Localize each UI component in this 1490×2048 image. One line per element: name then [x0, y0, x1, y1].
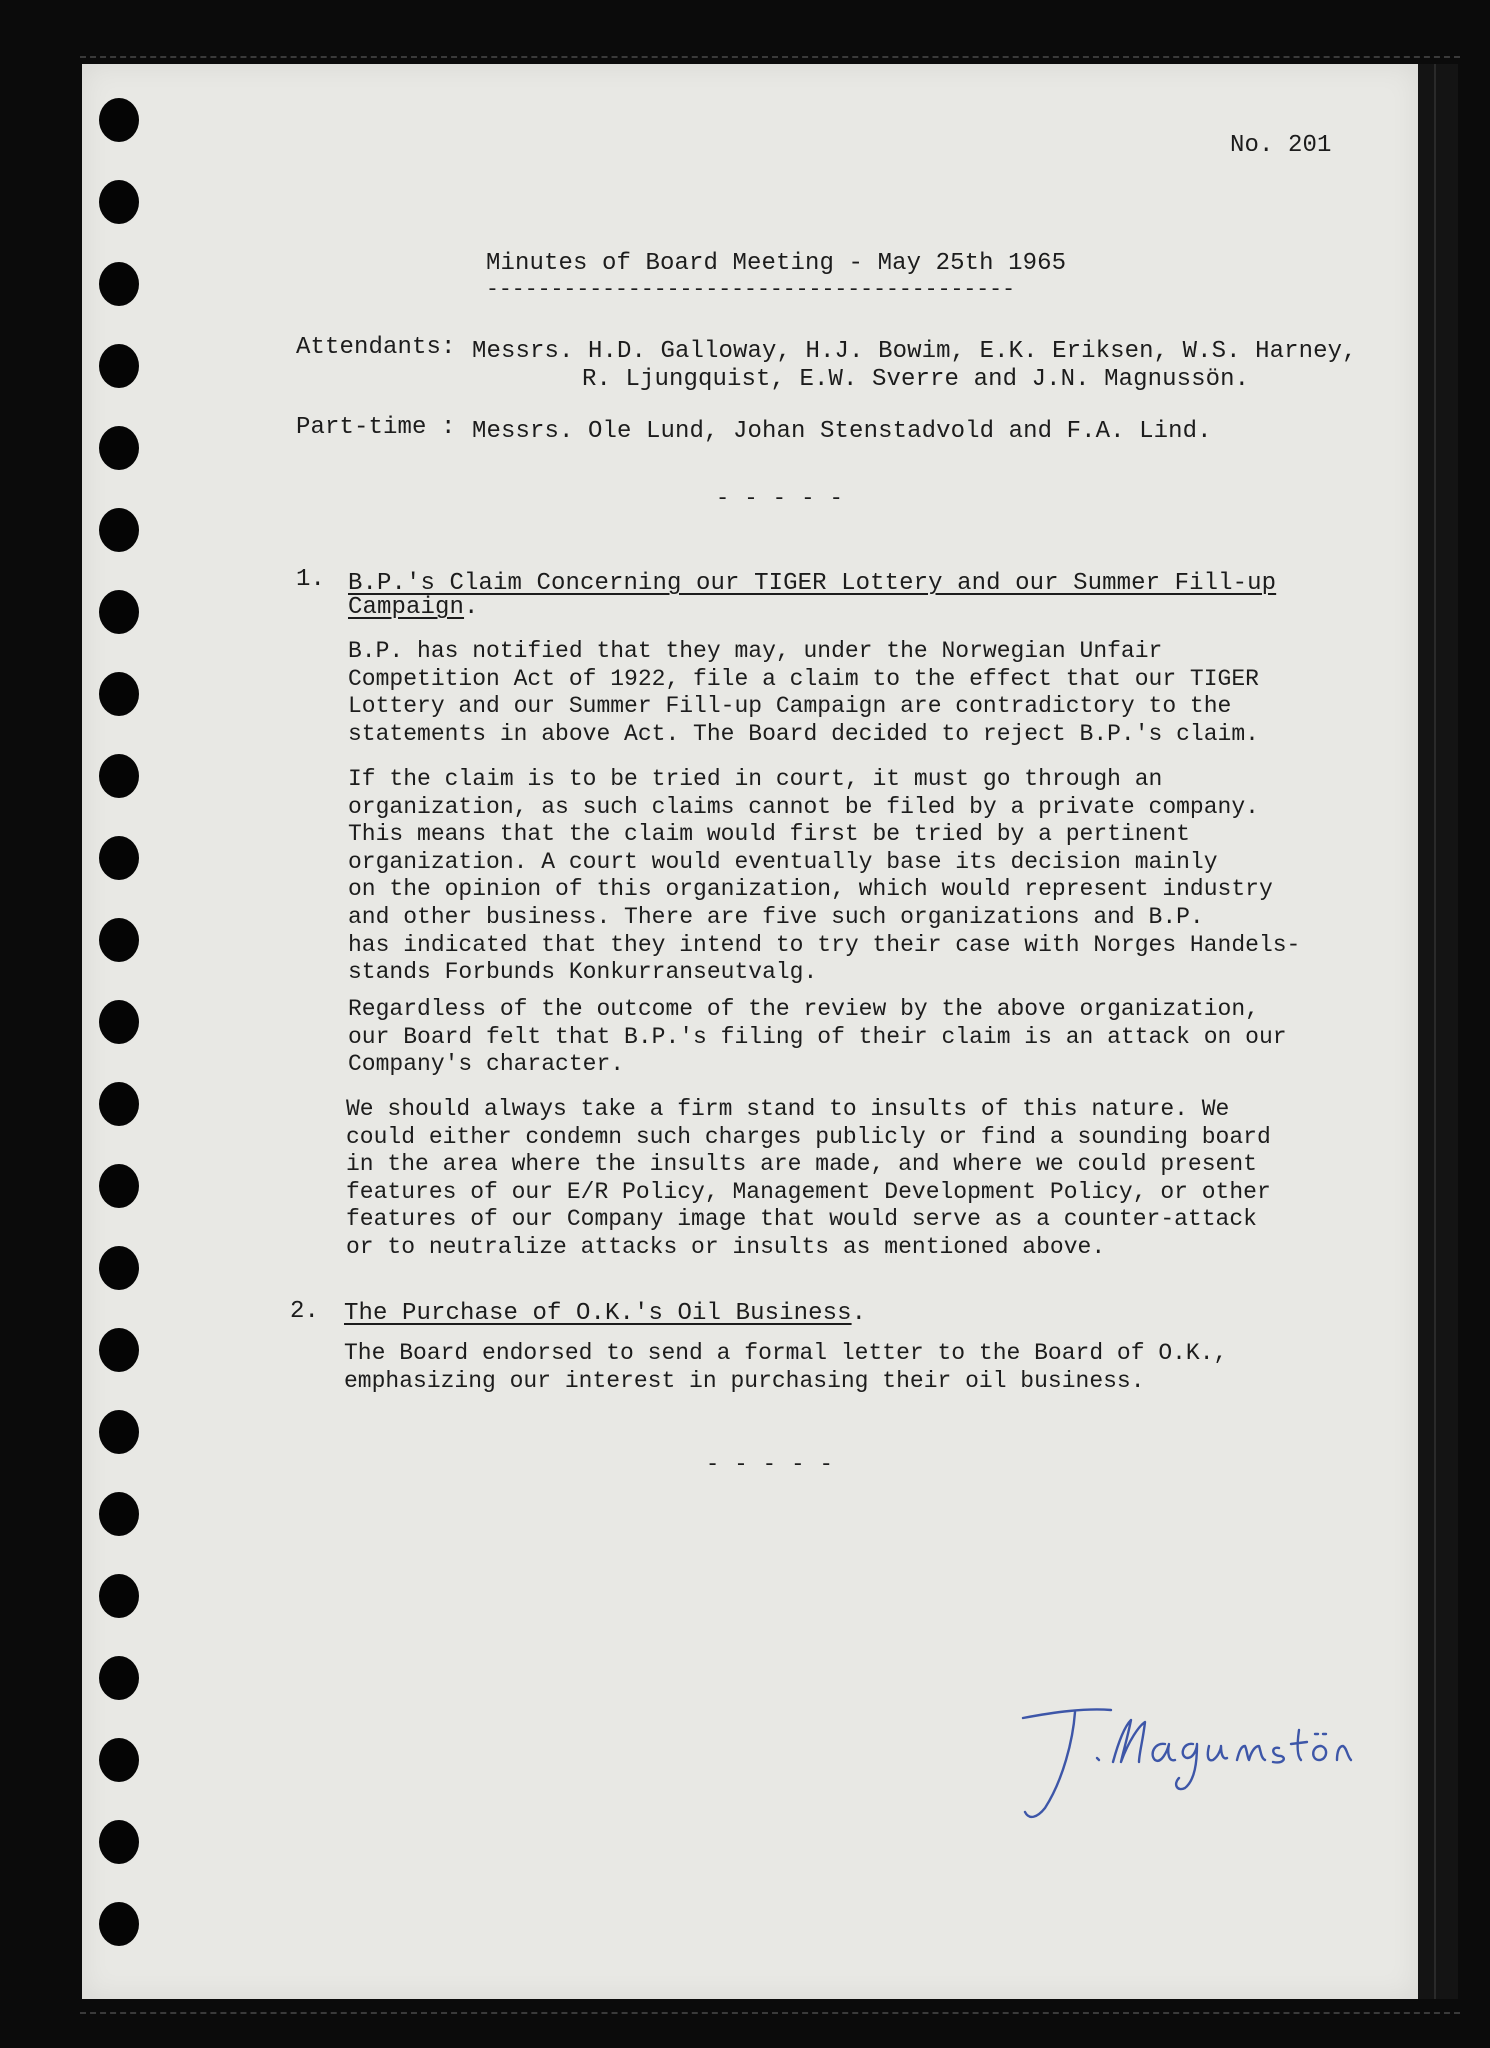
handwritten-signature: [1015, 1700, 1355, 1830]
attendants-line-1: Messrs. H.D. Galloway, H.J. Bowim, E.K. Eriksen, W.S. Harney,: [472, 338, 1357, 365]
item-heading-cont: Campaign.: [348, 594, 479, 621]
punch-hole: [99, 672, 139, 716]
item-paragraph: If the claim is to be tried in court, it must go through an organization, as such claims cannot be filed by a private company. This means that the claim would first be tried by a pertinent organization. A court would eventually base its decision mainly on the opinion of this organization, which would represent industry and other business. There are five such organizations and B.P. has indicated that they intend to try their case with Norges Handels- stands Forbunds Konkurranseutvalg.: [348, 766, 1301, 986]
attendants-line-2: R. Ljungquist, E.W. Sverre and J.N. Magnussön.: [582, 366, 1250, 393]
punch-hole: [99, 1328, 139, 1372]
separator: - - - - -: [716, 486, 844, 511]
document-number: No. 201: [1230, 132, 1332, 159]
punch-hole: [99, 426, 139, 470]
title-rule: -----------------------------------------: [486, 278, 1015, 302]
punch-hole: [99, 1574, 139, 1618]
document-title: Minutes of Board Meeting - May 25th 1965: [486, 250, 1067, 277]
item-number: 2.: [290, 1298, 320, 1325]
punch-hole: [99, 1656, 139, 1700]
item-heading-line-1: B.P.'s Claim Concerning our TIGER Lottery and our Summer Fill-up: [348, 570, 1277, 597]
punch-hole: [99, 1082, 139, 1126]
item-heading-line-1: The Purchase of O.K.'s Oil Business: [344, 1300, 852, 1327]
item-heading: [348, 570, 1276, 598]
punch-hole: [99, 1000, 139, 1044]
scan-bottom-edge: [80, 2012, 1460, 2020]
punch-hole: [99, 836, 139, 880]
part-time-text: Messrs. Ole Lund, Johan Stenstadvold and F.A. Lind.: [472, 418, 1212, 445]
punch-hole: [99, 180, 139, 224]
scan-top-edge: [80, 56, 1460, 64]
punch-hole: [99, 508, 139, 552]
end-separator: - - - - -: [706, 1452, 834, 1477]
item-heading: The Purchase of O.K.'s Oil Business.: [344, 1300, 867, 1327]
punch-hole: [99, 1738, 139, 1782]
punch-hole: [99, 1246, 139, 1290]
punch-hole: [99, 262, 139, 306]
item-heading-line-2: Campaign: [348, 594, 465, 621]
punch-hole: [99, 1820, 139, 1864]
item-number: 1.: [296, 566, 326, 593]
punch-hole: [99, 1492, 139, 1536]
punch-hole: [99, 1902, 139, 1946]
binding-strip: [1418, 64, 1458, 1999]
punch-hole: [99, 754, 139, 798]
punch-hole: [99, 1410, 139, 1454]
attendants-label: Attendants:: [296, 334, 456, 361]
item-paragraph: We should always take a firm stand to insults of this nature. We could either condemn such charges publicly or find a sounding board in the area where the insults are made, and where we could present features of our E/R Policy, Management Development Policy, or other features of our Company image that would serve as a counter-attack or to neutralize attacks or insults as mentioned above.: [346, 1096, 1271, 1260]
punch-hole: [99, 1164, 139, 1208]
item-paragraph: B.P. has notified that they may, under the Norwegian Unfair Competition Act of 1922, file a claim to the effect that our TIGER Lottery and our Summer Fill-up Campaign are contradictory to the statements in above Act. The Board decided to reject B.P.'s claim.: [348, 638, 1259, 747]
part-time-label: Part-time :: [296, 414, 456, 441]
punch-hole: [99, 918, 139, 962]
punch-hole: [99, 590, 139, 634]
punch-hole: [99, 344, 139, 388]
punch-hole: [99, 98, 139, 142]
item-paragraph: Regardless of the outcome of the review by the above organization, our Board felt that B.P.'s filing of their claim is an attack on our Company's character.: [348, 996, 1287, 1078]
item-paragraph: The Board endorsed to send a formal letter to the Board of O.K., emphasizing our interest in purchasing their oil business.: [344, 1340, 1228, 1394]
